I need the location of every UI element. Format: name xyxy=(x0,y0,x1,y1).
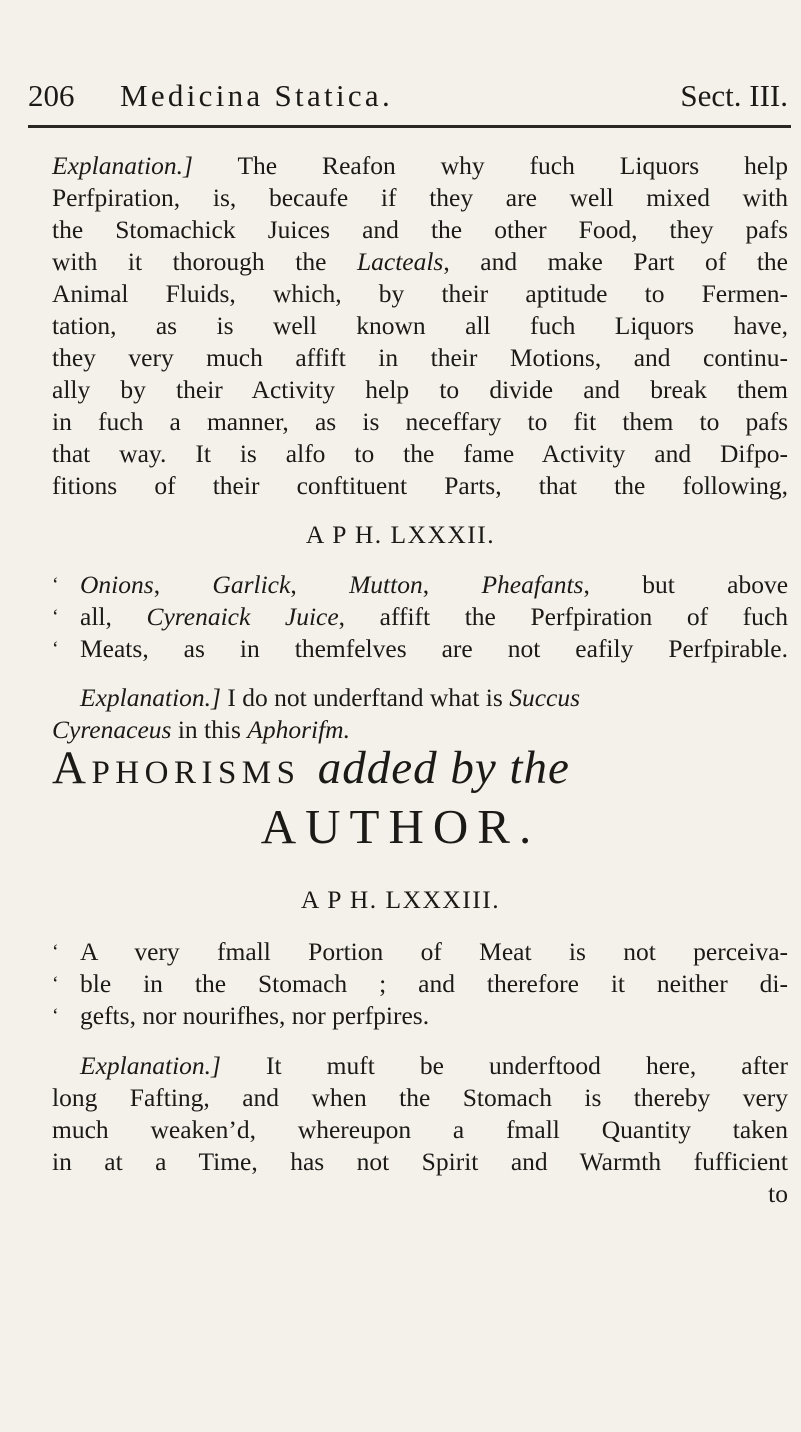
explanation-line: they very much affift in their Motions, and continu- xyxy=(52,343,788,372)
aphorism-heading: A P H. LXXXIII. xyxy=(300,885,501,914)
aphorism-line: Meats, as in themfelves are not eafily Perfpirable. xyxy=(80,634,788,663)
explanation-line: Animal Fluids, which, by their aptitude to Fermen- xyxy=(52,279,788,308)
quote-mark: ‘ xyxy=(52,941,59,963)
quote-mark: ‘ xyxy=(52,638,59,660)
header-rule xyxy=(28,125,791,128)
explanation-line: Cyrenaceus in this Aphorifm. xyxy=(52,715,350,744)
aphorism-heading: A P H. LXXXII. xyxy=(305,520,496,549)
page-number: 206 xyxy=(28,78,75,113)
explanation-line: Explanation.] The Reafon why fuch Liquors help xyxy=(52,151,788,180)
explanation-line: Explanation.] I do not underftand what is Succus xyxy=(80,683,580,712)
section-title xyxy=(52,740,788,796)
explanation-line: with it thorough the Lacteals, and make Part of the xyxy=(52,247,788,276)
catchword: to xyxy=(768,1179,788,1208)
quote-mark: ‘ xyxy=(52,973,59,995)
explanation-line: in fuch a manner, as is neceffary to fit them to pafs xyxy=(52,407,788,436)
explanation-line: the Stomachick Juices and the other Food, they pafs xyxy=(52,215,788,244)
aphorism-line: A very fmall Portion of Meat is not perceiva- xyxy=(80,937,788,966)
title-added-by-the: added by the xyxy=(317,742,570,794)
running-title: Medicina Statica. xyxy=(120,78,394,113)
section-label: Sect. III. xyxy=(680,78,788,113)
explanation-line: fitions of their conftituent Parts, that the following, xyxy=(52,471,788,500)
explanation-line: that way. It is alfo to the fame Activity and Difpo- xyxy=(52,439,788,468)
explanation-line: in at a Time, has not Spirit and Warmth fufficient xyxy=(52,1147,788,1176)
aphorism-line: Onions, Garlick, Mutton, Pheafants, but above xyxy=(80,570,789,599)
explanation-label: Explanation.] xyxy=(52,151,193,180)
explanation-line: long Fafting, and when the Stomach is thereby very xyxy=(52,1083,788,1112)
explanation-line: ally by their Activity help to divide and break them xyxy=(52,375,788,404)
explanation-label: Explanation.] xyxy=(80,1051,221,1080)
aphorism-line: ble in the Stomach ; and therefore it neither di- xyxy=(80,969,788,998)
title-author: AUTHOR. xyxy=(260,799,541,854)
explanation-line: much weaken’d, whereupon a fmall Quantity taken xyxy=(52,1115,788,1144)
running-head xyxy=(28,76,788,116)
explanation-line: Perfpiration, is, becaufe if they are well mixed with xyxy=(52,183,788,212)
title-aphorisms: Aphorisms xyxy=(52,742,301,794)
explanation-label: Explanation.] xyxy=(80,683,221,712)
explanation-line: Explanation.] It muft be underftood here, after xyxy=(80,1051,788,1080)
explanation-line: tation, as is well known all fuch Liquors have, xyxy=(52,311,788,340)
quote-mark: ‘ xyxy=(52,1005,59,1027)
aphorism-line: all, Cyrenaick Juice, affift the Perfpiration of fuch xyxy=(80,602,788,631)
quote-mark: ‘ xyxy=(52,606,59,628)
aphorism-line: gefts, nor nourifhes, nor perfpires. xyxy=(80,1001,430,1030)
quote-mark: ‘ xyxy=(52,574,59,596)
